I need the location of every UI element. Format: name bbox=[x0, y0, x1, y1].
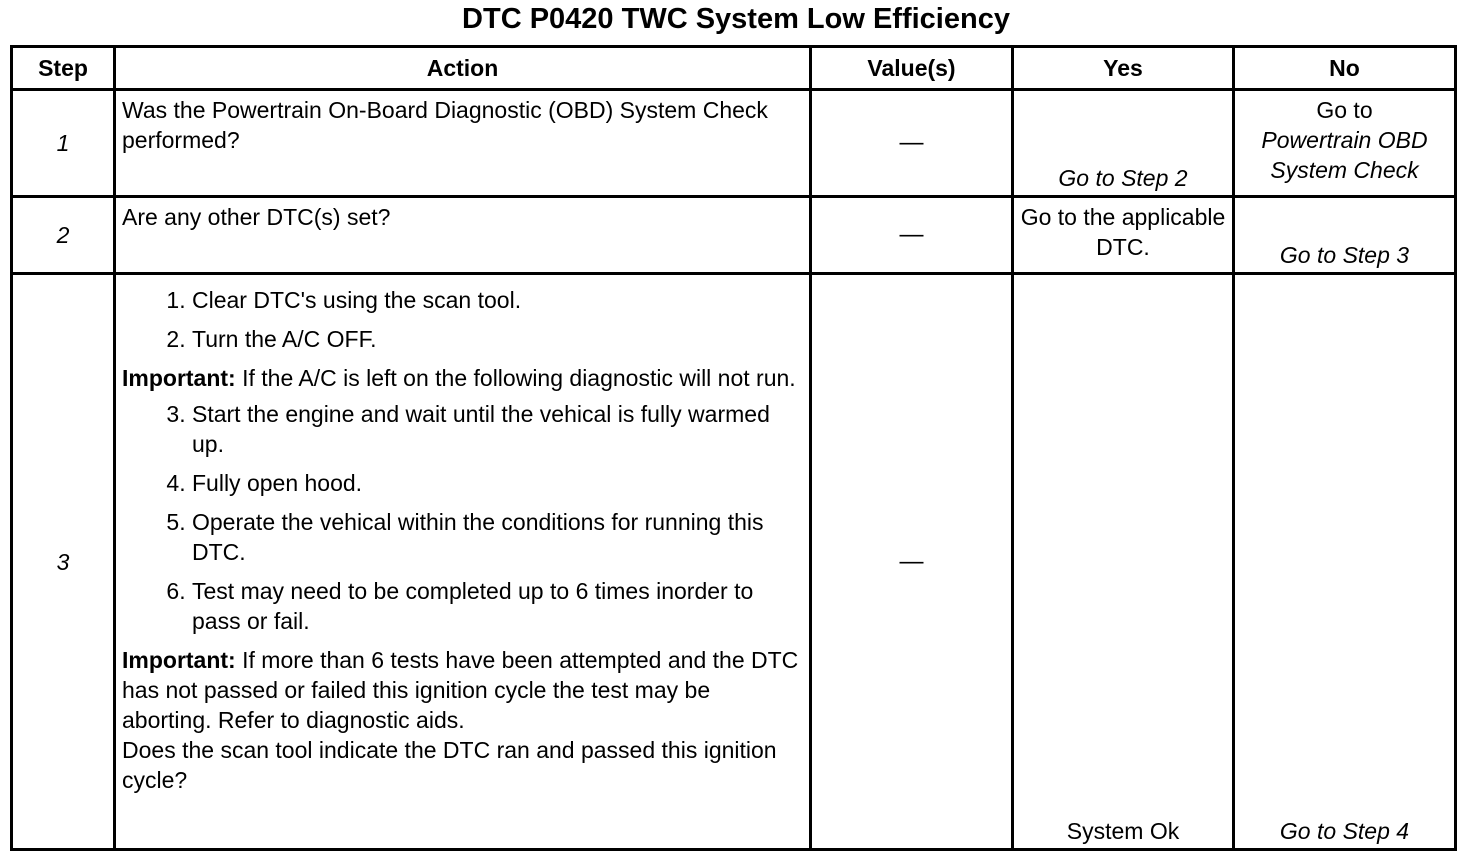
no-cell-link: Powertrain OBD System Check bbox=[1261, 127, 1428, 183]
action-cell bbox=[115, 90, 811, 197]
header-values: Value(s) bbox=[811, 47, 1013, 90]
table-row bbox=[12, 274, 1456, 850]
no-cell bbox=[1234, 90, 1456, 197]
header-step: Step bbox=[12, 47, 115, 90]
table-row bbox=[12, 90, 1456, 197]
no-cell-line1: Go to bbox=[1316, 97, 1373, 123]
value-cell: — bbox=[811, 197, 1013, 274]
step-number: 1 bbox=[12, 90, 115, 197]
list-item: 5. Operate the vehical within the conditions for running this DTC. bbox=[192, 507, 803, 567]
action-cell bbox=[115, 274, 811, 850]
page-title: DTC P0420 TWC System Low Efficiency bbox=[462, 3, 1010, 35]
header-no: No bbox=[1234, 47, 1456, 90]
yes-cell: System Ok bbox=[1013, 274, 1234, 850]
action-question: Was the Powertrain On-Board Diagnostic (OBD) System Check performed? bbox=[122, 97, 768, 153]
procedure-list-a bbox=[122, 285, 803, 354]
header-yes: Yes bbox=[1013, 47, 1234, 90]
list-item: 3. Start the engine and wait until the vehical is fully warmed up. bbox=[192, 399, 803, 459]
header-action: Action bbox=[115, 47, 811, 90]
action-cell bbox=[115, 197, 811, 274]
list-item: 4. Fully open hood. bbox=[192, 468, 803, 498]
yes-cell: Go to the applicable DTC. bbox=[1013, 197, 1234, 274]
step-number: 3 bbox=[12, 274, 115, 850]
value-cell: — bbox=[811, 274, 1013, 850]
value-cell: — bbox=[811, 90, 1013, 197]
yes-cell: Go to Step 2 bbox=[1013, 90, 1234, 197]
step-number: 2 bbox=[12, 197, 115, 274]
action-question: Does the scan tool indicate the DTC ran and passed this ignition cycle? bbox=[122, 737, 777, 793]
important-text: If more than 6 tests have been attempted and the DTC has not passed or failed this ignition cycle the test may be aborting. Refer to diagnostic aids. bbox=[122, 647, 799, 733]
important-note-1 bbox=[122, 363, 803, 393]
no-cell: Go to Step 4 bbox=[1234, 274, 1456, 850]
important-label: Important: bbox=[122, 647, 236, 673]
list-item: 6. Test may need to be completed up to 6 times inorder to pass or fail. bbox=[192, 576, 803, 636]
header-row bbox=[12, 47, 1456, 90]
action-question: Are any other DTC(s) set? bbox=[122, 204, 391, 230]
list-item: 2. Turn the A/C OFF. bbox=[192, 324, 803, 354]
important-label: Important: bbox=[122, 365, 236, 391]
list-item: 1. Clear DTC's using the scan tool. bbox=[192, 285, 803, 315]
procedure-list-b bbox=[122, 399, 803, 636]
table-row bbox=[12, 197, 1456, 274]
diagnostic-table bbox=[10, 45, 1457, 851]
no-cell: Go to Step 3 bbox=[1234, 197, 1456, 274]
important-text: If the A/C is left on the following diagnostic will not run. bbox=[235, 365, 796, 391]
important-note-2 bbox=[122, 645, 803, 735]
